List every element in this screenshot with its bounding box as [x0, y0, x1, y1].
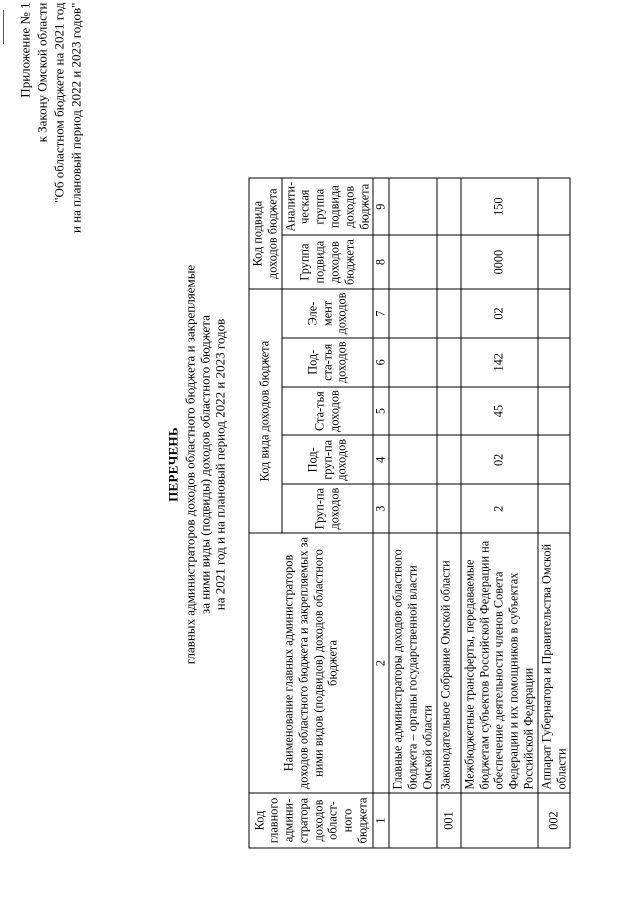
document-heading — [166, 65, 228, 865]
row-subarticle: 142 — [461, 338, 538, 387]
row-element — [538, 289, 571, 338]
col-number: 5 — [373, 387, 389, 436]
row-subtype-group — [389, 235, 436, 289]
row-subgroup — [389, 435, 436, 484]
appendix-line-2: к Закону Омской области — [34, 2, 50, 143]
row-admin-code: 001 — [437, 793, 461, 848]
col-number: 3 — [373, 484, 389, 533]
row-subgroup — [437, 435, 461, 484]
col-number: 2 — [373, 533, 389, 793]
row-element — [437, 289, 461, 338]
header-name: Наименование главных администраторов доходов областного бюджета и закрепляемых за ними видов (подвидов) доходов областного бюджета — [249, 533, 373, 793]
header-group: Груп-па доходов — [282, 484, 374, 533]
header-subtype-group: Группа подвида доходов бюджета — [282, 235, 374, 289]
row-subarticle — [389, 338, 436, 387]
header-subgroup: Под-груп-па доходов — [282, 435, 374, 484]
header-analytic-group: Аналити-ческая группа подвида доходов бюджета — [282, 178, 374, 235]
row-name: Аппарат Губернатора и Правительства Омской области — [538, 533, 571, 793]
row-subtype-group — [437, 235, 461, 289]
document-title: ПЕРЕЧЕНЬ — [165, 427, 181, 502]
row-element: 02 — [461, 289, 538, 338]
row-name: Межбюджетные трансферты, передаваемые бюджетам субъектов Российской Федерации на обеспечение деятельности членов Совета Федерации и их помощников в субъектах Российской Федерации — [461, 533, 538, 793]
header-article: Ста-тья доходов — [282, 387, 374, 436]
row-admin-code: 002 — [538, 793, 571, 848]
row-group — [538, 484, 571, 533]
row-article: 45 — [461, 387, 538, 436]
table-row — [461, 178, 538, 848]
row-subarticle — [538, 338, 571, 387]
heading-line-2: за ними виды (подвиды) доходов областного бюджета — [197, 315, 213, 614]
row-element — [389, 289, 436, 338]
row-admin-code — [389, 793, 436, 848]
header-element: Эле-мент доходов — [282, 289, 374, 338]
row-name: Главные администраторы доходов областного бюджета – органы государственной власти Омской области — [389, 533, 436, 793]
row-subarticle — [437, 338, 461, 387]
appendix-line-4: и на плановый период 2022 и 2023 годов" — [68, 2, 84, 234]
appendix-note — [17, 3, 85, 235]
row-group: 2 — [461, 484, 538, 533]
row-subgroup — [538, 435, 571, 484]
col-number: 8 — [373, 235, 389, 289]
header-subarticle: Под-ста-тья доходов — [282, 338, 374, 387]
row-article — [538, 387, 571, 436]
header-kind-code: Код вида доходов бюджета — [249, 289, 282, 533]
col-number: 1 — [373, 793, 389, 848]
heading-line-1: главных администраторов доходов областного бюджета и закрепляемые — [182, 264, 198, 665]
row-analytic-group — [538, 178, 571, 235]
col-number: 6 — [373, 338, 389, 387]
column-numbers-row — [373, 178, 389, 848]
table-row — [538, 178, 571, 848]
row-subtype-group — [538, 235, 571, 289]
row-group — [437, 484, 461, 533]
col-number: 9 — [373, 178, 389, 235]
col-number: 7 — [373, 289, 389, 338]
row-admin-code — [461, 793, 538, 848]
table-row — [389, 178, 436, 848]
table-row — [437, 178, 461, 848]
header-subtype-code: Код подвида доходов бюджета — [249, 178, 282, 289]
row-group — [389, 484, 436, 533]
rotated-page — [1, 0, 640, 905]
appendix-line-3: "Об областном бюджете на 2021 год — [51, 2, 67, 203]
row-name: Законодательное Собрание Омской области — [437, 533, 461, 793]
row-subgroup: 02 — [461, 435, 538, 484]
row-analytic-group — [389, 178, 436, 235]
row-article — [437, 387, 461, 436]
row-analytic-group — [437, 178, 461, 235]
heading-line-3: на 2021 год и на плановый период 2022 и 2023 годов — [212, 318, 228, 611]
revenue-admin-table — [249, 178, 571, 849]
col-number: 4 — [373, 435, 389, 484]
row-subtype-group: 0000 — [461, 235, 538, 289]
row-article — [389, 387, 436, 436]
header-admin-code: Код главного админи-стратора доходов област-ного бюджета — [249, 793, 373, 848]
appendix-line-1: Приложение № 1 — [17, 2, 33, 98]
row-analytic-group: 150 — [461, 178, 538, 235]
